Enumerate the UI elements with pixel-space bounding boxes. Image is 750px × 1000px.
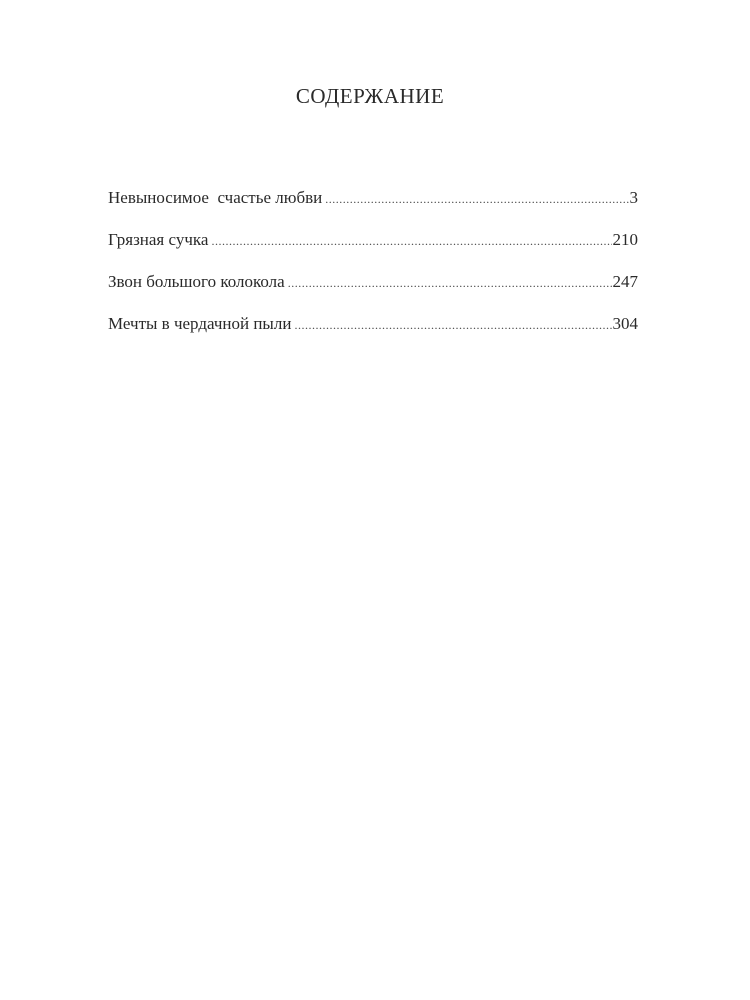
toc-entry-page-number: 210 (612, 230, 638, 249)
toc-entry (108, 228, 638, 270)
toc-entry-title: Грязная сучка (108, 230, 209, 249)
toc-entry (108, 270, 638, 312)
toc-entry-page-number: 304 (612, 314, 638, 333)
toc-dot-leader (294, 313, 611, 337)
toc-entry-page-number: 247 (612, 272, 638, 291)
toc-entry-title: Звон большого колокола (108, 272, 285, 291)
toc-dot-leader (211, 229, 611, 253)
toc-entry-title: Мечты в чердачной пыли (108, 314, 292, 333)
toc-entry (108, 186, 638, 228)
toc-entry (108, 312, 638, 354)
toc-dot-leader (325, 187, 628, 211)
toc-dot-leader (288, 271, 612, 295)
toc-entry-page-number: 3 (629, 188, 638, 207)
toc-heading: СОДЕРЖАНИЕ (295, 84, 445, 108)
toc-entry-title: Невыносимое счастье любви (108, 188, 323, 207)
table-of-contents (108, 186, 638, 354)
